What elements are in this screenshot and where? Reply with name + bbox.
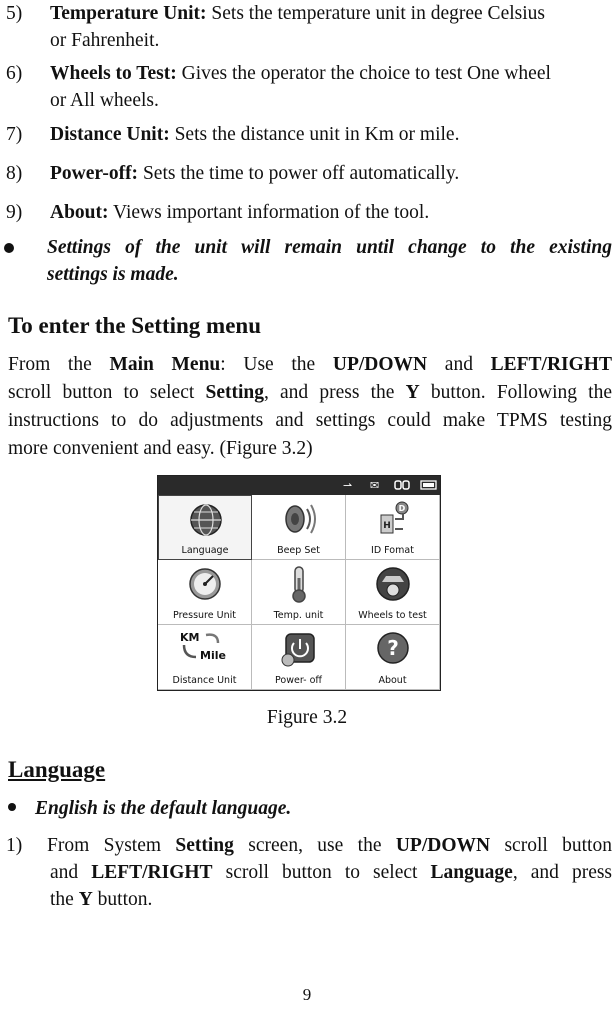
car-wheel-icon	[373, 564, 413, 604]
menu-item-label: Temp. unit	[273, 610, 324, 621]
paragraph-line: From the Main Menu: Use the UP/DOWN and LEFT/RIGHT	[8, 354, 612, 375]
menu-item-beep-set[interactable]	[252, 495, 346, 560]
item-text	[50, 60, 612, 88]
note-text: English is the default language.	[35, 798, 292, 819]
item-desc-cont: or All wheels.	[50, 90, 159, 111]
menu-item-language[interactable]	[158, 495, 252, 560]
id-format-icon	[373, 499, 413, 539]
settings-menu-grid	[158, 495, 440, 690]
menu-item-id-format[interactable]	[346, 495, 440, 560]
item-term: Power-off:	[50, 163, 139, 184]
item-number: 5)	[6, 3, 23, 24]
item-desc: Sets the time to power off automatically.	[138, 163, 460, 184]
svg-text:D: D	[398, 504, 406, 513]
item-number: 7)	[6, 124, 23, 145]
step-line: the Y button.	[50, 889, 153, 910]
svg-text:H: H	[383, 521, 391, 531]
item-desc: Sets the temperature unit in degree Celsius	[206, 3, 545, 24]
item-number: 9)	[6, 202, 23, 223]
menu-item-pressure-unit[interactable]	[158, 560, 252, 625]
power-icon	[279, 629, 319, 669]
item-desc: Sets the distance unit in Km or mile.	[169, 124, 460, 145]
paragraph-line: more convenient and easy. (Figure 3.2)	[8, 438, 313, 459]
menu-item-label: Wheels to test	[358, 610, 427, 621]
item-term: Wheels to Test:	[50, 63, 177, 84]
note-text-cont: settings is made.	[47, 264, 179, 285]
menu-item-label: Beep Set	[277, 545, 320, 556]
menu-item-label: ID Fomat	[371, 545, 414, 556]
page-number: 9	[302, 985, 312, 1004]
menu-item-distance-unit[interactable]	[158, 625, 252, 690]
item-desc-cont: or Fahrenheit.	[50, 30, 160, 51]
menu-item-label: Language	[181, 545, 229, 556]
globe-icon	[186, 500, 226, 540]
bullet-icon	[8, 803, 16, 811]
section-heading: To enter the Setting menu	[8, 313, 261, 338]
item-text	[50, 121, 612, 149]
device-screen	[157, 475, 441, 691]
mail-icon: ✉	[370, 479, 380, 492]
step-line: From System Setting screen, use the UP/DOWN scroll button	[47, 835, 612, 856]
battery-icon	[420, 480, 438, 490]
item-number: 8)	[6, 163, 23, 184]
step-number: 1)	[6, 835, 23, 856]
question-icon	[373, 629, 413, 669]
svg-text:KM: KM	[180, 631, 200, 644]
item-term: Distance Unit:	[50, 124, 170, 145]
svg-text:?: ?	[387, 636, 399, 660]
thermometer-icon	[279, 564, 319, 604]
intro-paragraph	[8, 351, 612, 463]
usb-icon: ⇀	[343, 479, 353, 492]
paragraph-line: scroll button to select Setting, and press the Y button. Following the	[8, 382, 613, 403]
menu-item-temp-unit[interactable]	[252, 560, 346, 625]
svg-text:Mile: Mile	[200, 649, 226, 662]
bullet-icon	[4, 243, 14, 253]
item-term: About:	[50, 202, 109, 223]
item-text	[50, 0, 612, 28]
gauge-icon	[185, 564, 225, 604]
speaker-icon	[279, 499, 319, 539]
section-heading-language: Language	[8, 757, 106, 782]
menu-item-label: About	[378, 675, 407, 686]
paragraph-line: instructions to do adjustments and settings could make TPMS testing	[8, 410, 612, 431]
step-line: and LEFT/RIGHT scroll button to select Language, and press	[50, 862, 613, 883]
link-icon	[394, 480, 410, 490]
item-term: Temperature Unit:	[50, 3, 207, 24]
menu-item-label: Pressure Unit	[173, 610, 236, 621]
item-number: 6)	[6, 63, 23, 84]
item-desc: Gives the operator the choice to test One wheel	[176, 63, 551, 84]
menu-item-label: Distance Unit	[172, 675, 237, 686]
status-bar	[158, 476, 440, 495]
menu-item-label: Power- off	[275, 675, 322, 686]
item-text	[50, 199, 612, 227]
km-mile-icon	[178, 629, 230, 669]
item-text	[50, 160, 612, 188]
figure-caption: Figure 3.2	[266, 707, 348, 728]
menu-item-power-off[interactable]	[252, 625, 346, 690]
menu-item-about[interactable]	[346, 625, 440, 690]
menu-item-wheels-to-test[interactable]	[346, 560, 440, 625]
item-desc: Views important information of the tool.	[108, 202, 430, 223]
note-text: Settings of the unit will remain until change to the existing	[47, 237, 612, 258]
